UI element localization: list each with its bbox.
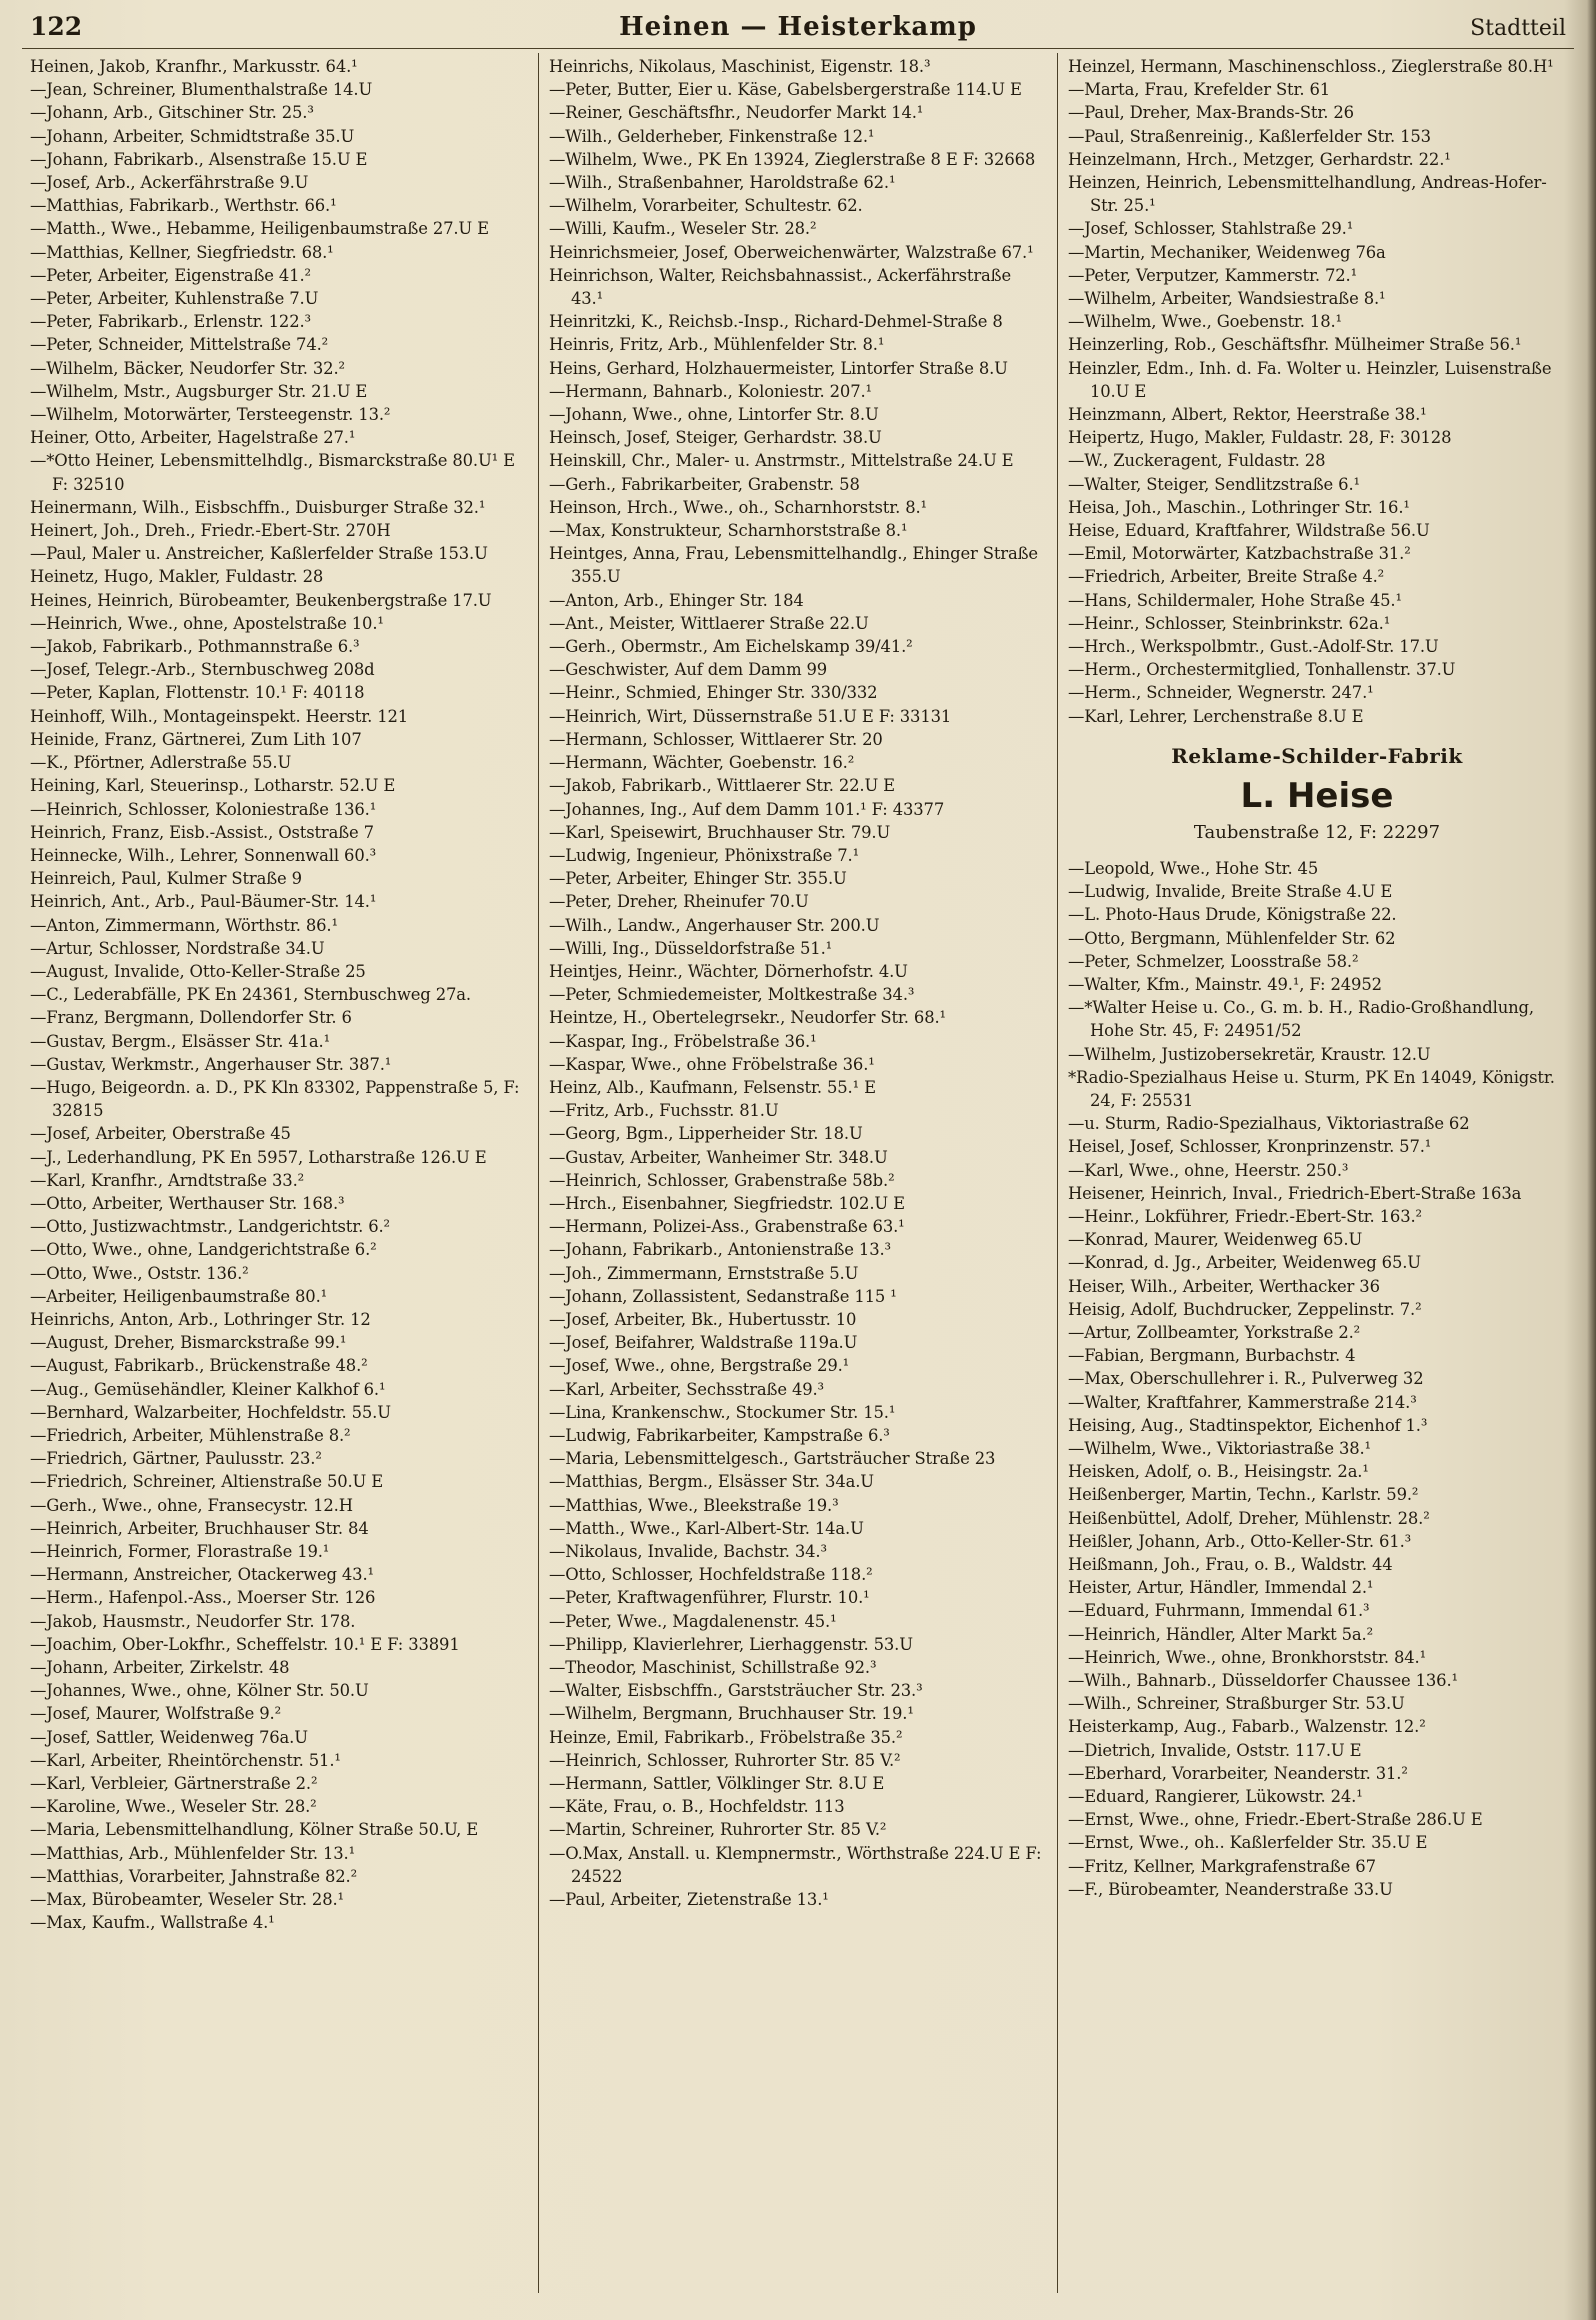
directory-entry: —Fritz, Kellner, Markgrafenstraße 67 — [1068, 1856, 1376, 1876]
directory-entry: —Wilhelm, Arbeiter, Wandsiestraße 8.¹ — [1068, 289, 1386, 309]
directory-entry: —Kaspar, Ing., Fröbelstraße 36.¹ — [549, 1031, 817, 1051]
directory-entry: Heiner, Otto, Arbeiter, Hagelstraße 27.¹ — [30, 428, 356, 448]
directory-entry: —Heinrich, Schlosser, Koloniestraße 136.¹ — [30, 799, 377, 819]
column-3-lower-entries — [1068, 857, 1566, 1901]
directory-entry: —Matthias, Wwe., Bleekstraße 19.³ — [549, 1495, 839, 1515]
directory-entry: Heinrichs, Anton, Arb., Lothringer Str. 12 — [30, 1309, 371, 1329]
directory-entry: —Paul, Dreher, Max-Brands-Str. 26 — [1068, 103, 1354, 123]
directory-entry: Heinhoff, Wilh., Montageinspekt. Heerstr. 121 — [30, 706, 409, 726]
directory-entry: —Wilh., Straßenbahner, Haroldstraße 62.¹ — [549, 173, 896, 193]
directory-column-3 — [1057, 53, 1576, 2293]
directory-entry: —Walter, Kfm., Mainstr. 49.¹, F: 24952 — [1068, 974, 1382, 994]
directory-entry: —Hermann, Bahnarb., Koloniestr. 207.¹ — [549, 381, 872, 401]
directory-entry: Heißenberger, Martin, Techn., Karlstr. 59.² — [1068, 1485, 1419, 1505]
directory-entry: Heinris, Fritz, Arb., Mühlenfelder Str. 8.¹ — [549, 335, 885, 355]
directory-entry: —Peter, Arbeiter, Ehinger Str. 355.U — [549, 869, 847, 889]
directory-entry: Heintze, H., Obertelegrsekr., Neudorfer Str. 68.¹ — [549, 1008, 946, 1028]
directory-entry: —Philipp, Klavierlehrer, Lierhaggenstr. 53.U — [549, 1634, 913, 1654]
directory-entry: —Maria, Lebensmittelhandlung, Kölner Straße 50.U, E — [30, 1820, 479, 1840]
directory-entry: Heisken, Adolf, o. B., Heisingstr. 2a.¹ — [1068, 1462, 1369, 1482]
directory-entry: —Konrad, Maurer, Weidenweg 65.U — [1068, 1230, 1363, 1250]
directory-entry: —Franz, Bergmann, Dollendorfer Str. 6 — [30, 1008, 352, 1028]
directory-entry: —Jakob, Hausmstr., Neudorfer Str. 178. — [30, 1611, 356, 1631]
directory-entry: —W., Zuckeragent, Fuldastr. 28 — [1068, 451, 1326, 471]
directory-entry: —Max, Konstrukteur, Scharnhorststraße 8.¹ — [549, 521, 908, 541]
directory-entry: —Joh., Zimmermann, Ernststraße 5.U — [549, 1263, 859, 1283]
directory-entry: —Theodor, Maschinist, Schillstraße 92.³ — [549, 1658, 877, 1678]
directory-entry: —Karl, Speisewirt, Bruchhauser Str. 79.U — [549, 822, 891, 842]
directory-entry: —Wilhelm, Mstr., Augsburger Str. 21.U E — [30, 381, 368, 401]
directory-entry: Heinskill, Chr., Maler- u. Anstrmstr., Mittelstraße 24.U E — [549, 451, 1014, 471]
directory-entry: Heinide, Franz, Gärtnerei, Zum Lith 107 — [30, 729, 362, 749]
directory-entry: Heinz, Alb., Kaufmann, Felsenstr. 55.¹ E — [549, 1077, 876, 1097]
directory-entry: —K., Pförtner, Adlerstraße 55.U — [30, 753, 292, 773]
directory-entry: —Maria, Lebensmittelgesch., Gartsträucher Straße 23 — [549, 1449, 996, 1469]
directory-entry: —Karl, Kranfhr., Arndtstraße 33.² — [30, 1170, 305, 1190]
directory-entry: —Johann, Zollassistent, Sedanstraße 115 ¹ — [549, 1286, 897, 1306]
directory-entry: Heinsch, Josef, Steiger, Gerhardstr. 38.U — [549, 428, 882, 448]
directory-entry: —Otto, Schlosser, Hochfeldstraße 118.² — [549, 1565, 873, 1585]
directory-entry: —Herm., Schneider, Wegnerstr. 247.¹ — [1068, 683, 1374, 703]
directory-entry: —Karl, Verbleier, Gärtnerstraße 2.² — [30, 1774, 318, 1794]
directory-entry: —Arbeiter, Heiligenbaumstraße 80.¹ — [30, 1286, 328, 1306]
directory-entry: —Max, Bürobeamter, Weseler Str. 28.¹ — [30, 1890, 344, 1910]
directory-entry: —Josef, Sattler, Weidenweg 76a.U — [30, 1727, 308, 1747]
directory-entry: —Konrad, d. Jg., Arbeiter, Weidenweg 65.U — [1068, 1253, 1421, 1273]
directory-entry: —Peter, Wwe., Magdalenenstr. 45.¹ — [549, 1611, 837, 1631]
directory-entry: Heißenbüttel, Adolf, Dreher, Mühlenstr. 28.² — [1068, 1508, 1430, 1528]
directory-entry: —Eberhard, Vorarbeiter, Neanderstr. 31.² — [1068, 1763, 1408, 1783]
ad-heading: Reklame-Schilder-Fabrik — [1171, 743, 1463, 768]
directory-entry: Heißmann, Joh., Frau, o. B., Waldstr. 44 — [1068, 1554, 1393, 1574]
directory-entry: Heisa, Joh., Maschin., Lothringer Str. 16.¹ — [1068, 497, 1410, 517]
directory-columns — [0, 49, 1596, 2293]
directory-entry: Heinson, Hrch., Wwe., oh., Scharnhorststr. 8.¹ — [549, 497, 927, 517]
directory-entry: Heinrich, Ant., Arb., Paul-Bäumer-Str. 14.¹ — [30, 892, 377, 912]
directory-entry: —Heinrich, Former, Florastraße 19.¹ — [30, 1542, 330, 1561]
directory-entry: —Wilhelm, Bergmann, Bruchhauser Str. 19.¹ — [549, 1704, 914, 1724]
directory-entry: —Wilhelm, Bäcker, Neudorfer Str. 32.² — [30, 358, 345, 378]
directory-entry: Heinzen, Heinrich, Lebensmittelhandlung, Andreas-Hofer-Str. 25.¹ — [1068, 173, 1547, 216]
directory-entry: —Wilhelm, Wwe., PK En 13924, Zieglerstraße 8 E F: 32668 — [549, 149, 1036, 169]
directory-entry: Heinzerling, Rob., Geschäftsfhr. Mülheimer Straße 56.¹ — [1068, 335, 1522, 355]
directory-entry: —Artur, Schlosser, Nordstraße 34.U — [30, 938, 325, 958]
directory-entry: —Friedrich, Arbeiter, Mühlenstraße 8.² — [30, 1425, 351, 1445]
directory-entry: —Johann, Fabrikarb., Antonienstraße 13.³ — [549, 1240, 891, 1260]
directory-entry: —Friedrich, Schreiner, Altienstraße 50.U E — [30, 1472, 384, 1492]
directory-column-1 — [20, 53, 538, 2293]
directory-entry: Heining, Karl, Steuerinsp., Lotharstr. 52.U E — [30, 776, 396, 796]
directory-entry: —August, Invalide, Otto-Keller-Straße 25 — [30, 961, 366, 981]
directory-entry: —Hugo, Beigeordn. a. D., PK Kln 83302, Pappenstraße 5, F: 32815 — [30, 1077, 520, 1121]
directory-entry: Heines, Heinrich, Bürobeamter, Beukenbergstraße 17.U — [30, 590, 492, 610]
directory-entry: —Gustav, Werkmstr., Angerhauser Str. 387.¹ — [30, 1054, 392, 1074]
directory-entry: —Matthias, Fabrikarb., Werthstr. 66.¹ — [30, 196, 337, 216]
directory-entry: —Hermann, Sattler, Völklinger Str. 8.U E — [549, 1774, 885, 1794]
column-3-upper-entries — [1068, 55, 1566, 728]
directory-entry: Heinermann, Wilh., Eisbschffn., Duisburger Straße 32.¹ — [30, 497, 486, 517]
page-title: Heinen — Heisterkamp — [619, 12, 977, 42]
directory-entry: —F., Bürobeamter, Neanderstraße 33.U — [1068, 1879, 1393, 1899]
directory-entry: Heinze, Emil, Fabrikarb., Fröbelstraße 35.² — [549, 1727, 903, 1747]
directory-entry: —O.Max, Anstall. u. Klempnermstr., Wörthstraße 224.U E F: 24522 — [549, 1843, 1042, 1886]
directory-entry: —Eduard, Fuhrmann, Immendal 61.³ — [1068, 1601, 1370, 1621]
directory-entry: —Wilh., Gelderheber, Finkenstraße 12.¹ — [549, 126, 875, 146]
directory-entry: —Martin, Schreiner, Ruhrorter Str. 85 V.² — [549, 1820, 887, 1840]
directory-entry: —Otto, Bergmann, Mühlenfelder Str. 62 — [1068, 928, 1396, 948]
directory-entry: —Emil, Motorwärter, Katzbachstraße 31.² — [1068, 544, 1411, 564]
directory-entry: —Peter, Arbeiter, Eigenstraße 41.² — [30, 265, 311, 285]
directory-entry: —Hrch., Werkspolbmtr., Gust.-Adolf-Str. 17.U — [1068, 637, 1439, 657]
directory-entry: —Wilhelm, Wwe., Goebenstr. 18.¹ — [1068, 312, 1342, 332]
directory-entry: Heiser, Wilh., Arbeiter, Werthacker 36 — [1068, 1276, 1380, 1296]
directory-entry: —Johann, Fabrikarb., Alsenstraße 15.U E — [30, 149, 368, 169]
directory-entry: —Hermann, Schlosser, Wittlaerer Str. 20 — [549, 729, 883, 749]
directory-entry: Heintges, Anna, Frau, Lebensmittelhandlg., Ehinger Straße 355.U — [549, 544, 1038, 587]
directory-entry: Heinrich, Franz, Eisb.-Assist., Oststraße 7 — [30, 822, 374, 842]
directory-entry: —Jakob, Fabrikarb., Wittlaerer Str. 22.U E — [549, 776, 896, 796]
directory-entry: Heise, Eduard, Kraftfahrer, Wildstraße 56.U — [1068, 521, 1430, 541]
directory-entry: —Wilhelm, Justizobersekretär, Kraustr. 12.U — [1068, 1044, 1431, 1064]
directory-entry: —Heinr., Schlosser, Steinbrinkstr. 62a.¹ — [1068, 613, 1391, 633]
directory-entry: —L. Photo-Haus Drude, Königstraße 22. — [1068, 905, 1397, 925]
directory-entry: —Peter, Verputzer, Kammerstr. 72.¹ — [1068, 265, 1358, 285]
directory-entry: —Nikolaus, Invalide, Bachstr. 34.³ — [549, 1542, 827, 1561]
directory-entry: —u. Sturm, Radio-Spezialhaus, Viktoriastraße 62 — [1068, 1114, 1470, 1134]
directory-entry: Heising, Aug., Stadtinspektor, Eichenhof 1.³ — [1068, 1415, 1428, 1435]
directory-entry: —Josef, Arbeiter, Oberstraße 45 — [30, 1124, 291, 1144]
directory-entry: —Heinrich, Wirt, Düssernstraße 51.U E F: 33131 — [549, 706, 952, 726]
directory-entry: Heinnecke, Wilh., Lehrer, Sonnenwall 60.³ — [30, 845, 377, 865]
directory-entry: —Lina, Krankenschw., Stockumer Str. 15.¹ — [549, 1402, 896, 1422]
directory-entry: —Matthias, Bergm., Elsässer Str. 34a.U — [549, 1472, 874, 1492]
directory-entry: —Walter, Steiger, Sendlitzstraße 6.¹ — [1068, 474, 1360, 494]
directory-entry: Heinert, Joh., Dreh., Friedr.-Ebert-Str. 270H — [30, 521, 391, 541]
directory-entry: —August, Fabrikarb., Brückenstraße 48.² — [30, 1356, 368, 1376]
directory-entry: —Wilh., Landw., Angerhauser Str. 200.U — [549, 915, 880, 935]
directory-entry: Heisterkamp, Aug., Fabarb., Walzenstr. 12.² — [1068, 1717, 1426, 1737]
directory-entry: —Hermann, Wächter, Goebenstr. 16.² — [549, 753, 855, 773]
directory-entry: —Josef, Beifahrer, Waldstraße 119a.U — [549, 1333, 858, 1353]
directory-entry: —Wilh., Schreiner, Straßburger Str. 53.U — [1068, 1694, 1405, 1714]
directory-entry: —Max, Oberschullehrer i. R., Pulverweg 32 — [1068, 1369, 1424, 1389]
directory-entry: Heisel, Josef, Schlosser, Kronprinzenstr. 57.¹ — [1068, 1137, 1432, 1157]
directory-entry: —Jean, Schreiner, Blumenthalstraße 14.U — [30, 80, 373, 100]
directory-entry: —Martin, Mechaniker, Weidenweg 76a — [1068, 242, 1386, 262]
directory-entry: —Heinrich, Arbeiter, Bruchhauser Str. 84 — [30, 1518, 369, 1538]
directory-entry: —Heinr., Schmied, Ehinger Str. 330/332 — [549, 683, 878, 703]
directory-entry: —Ant., Meister, Wittlaerer Straße 22.U — [549, 613, 869, 633]
directory-entry: —J., Lederhandlung, PK En 5957, Lotharstraße 126.U E — [30, 1147, 487, 1167]
directory-entry: —Josef, Arbeiter, Bk., Hubertusstr. 10 — [549, 1309, 857, 1329]
directory-entry: —Matthias, Arb., Mühlenfelder Str. 13.¹ — [30, 1843, 356, 1863]
directory-entry: —Paul, Straßenreinig., Kaßlerfelder Str. 153 — [1068, 126, 1431, 146]
directory-entry: Heinetz, Hugo, Makler, Fuldastr. 28 — [30, 567, 324, 587]
directory-entry: —Max, Kaufm., Wallstraße 4.¹ — [30, 1913, 275, 1933]
directory-entry: —Johann, Arb., Gitschiner Str. 25.³ — [30, 103, 314, 123]
directory-entry: —Gustav, Arbeiter, Wanheimer Str. 348.U — [549, 1147, 888, 1167]
directory-entry: —Peter, Butter, Eier u. Käse, Gabelsbergerstraße 114.U E — [549, 80, 1022, 100]
directory-entry: —Karoline, Wwe., Weseler Str. 28.² — [30, 1797, 317, 1817]
directory-entry: —Johann, Arbeiter, Zirkelstr. 48 — [30, 1658, 290, 1678]
directory-entry: —Johann, Wwe., ohne, Lintorfer Str. 8.U — [549, 405, 879, 425]
directory-column-2 — [538, 53, 1057, 2293]
directory-entry: —Karl, Arbeiter, Sechsstraße 49.³ — [549, 1379, 824, 1399]
directory-entry: —Walter, Eisbschffn., Garststräucher Str. 23.³ — [549, 1681, 923, 1701]
directory-entry: Heisig, Adolf, Buchdrucker, Zeppelinstr. 7.² — [1068, 1299, 1422, 1319]
directory-entry: —Gerh., Wwe., ohne, Fransecystr. 12.H — [30, 1495, 353, 1515]
directory-entry: —Heinrich, Wwe., ohne, Bronkhorststr. 84.¹ — [1068, 1647, 1427, 1667]
directory-entry: —Dietrich, Invalide, Oststr. 117.U E — [1068, 1740, 1362, 1760]
directory-entry: —Karl, Lehrer, Lerchenstraße 8.U E — [1068, 706, 1364, 726]
directory-entry: —*Otto Heiner, Lebensmittelhdlg., Bismarckstraße 80.U¹ E F: 32510 — [30, 451, 515, 494]
directory-entry: —Fabian, Bergmann, Burbachstr. 4 — [1068, 1346, 1356, 1366]
directory-entry: —Matth., Wwe., Hebamme, Heiligenbaumstraße 27.U E — [30, 219, 489, 239]
ad-company-name: L. Heise — [1240, 775, 1394, 816]
directory-entry: —Johannes, Ing., Auf dem Damm 101.¹ F: 43377 — [549, 799, 945, 819]
directory-entry: —Paul, Maler u. Anstreicher, Kaßlerfelder Straße 153.U — [30, 544, 488, 564]
directory-entry: —Peter, Fabrikarb., Erlenstr. 122.³ — [30, 312, 311, 332]
directory-entry: —Ernst, Wwe., oh.. Kaßlerfelder Str. 35.U E — [1068, 1833, 1428, 1853]
directory-entry: —Walter, Kraftfahrer, Kammerstraße 214.³ — [1068, 1392, 1417, 1412]
directory-entry: —August, Dreher, Bismarckstraße 99.¹ — [30, 1333, 347, 1353]
directory-entry: Heinen, Jakob, Kranfhr., Markusstr. 64.¹ — [30, 57, 358, 76]
advertisement-heise — [1072, 744, 1562, 843]
directory-entry: —Gerh., Obermstr., Am Eichelskamp 39/41.² — [549, 637, 913, 657]
directory-entry: —Josef, Arb., Ackerfährstraße 9.U — [30, 173, 309, 193]
directory-entry: —Georg, Bgm., Lipperheider Str. 18.U — [549, 1124, 863, 1144]
directory-entry: *Radio-Spezialhaus Heise u. Sturm, PK En 14049, Königstr. 24, F: 25531 — [1068, 1067, 1555, 1110]
directory-entry: —Jakob, Fabrikarb., Pothmannstraße 6.³ — [30, 637, 360, 657]
directory-entry: —Joachim, Ober-Lokfhr., Scheffelstr. 10.¹ E F: 33891 — [30, 1634, 460, 1654]
directory-entry: —Ludwig, Ingenieur, Phönixstraße 7.¹ — [549, 845, 860, 865]
directory-entry: —Johann, Arbeiter, Schmidtstraße 35.U — [30, 126, 355, 146]
directory-entry: —Heinrich, Wwe., ohne, Apostelstraße 10.¹ — [30, 613, 384, 633]
directory-entry: —Otto, Arbeiter, Werthauser Str. 168.³ — [30, 1193, 345, 1213]
directory-entry: —Gustav, Bergm., Elsässer Str. 41a.¹ — [30, 1031, 331, 1051]
directory-entry: —Karl, Wwe., ohne, Heerstr. 250.³ — [1068, 1160, 1349, 1180]
directory-entry: —Käte, Frau, o. B., Hochfeldstr. 113 — [549, 1797, 845, 1817]
directory-entry: —Anton, Zimmermann, Wörthstr. 86.¹ — [30, 915, 338, 935]
directory-entry: Heinzmann, Albert, Rektor, Heerstraße 38.¹ — [1068, 405, 1427, 425]
directory-entry: —Peter, Dreher, Rheinufer 70.U — [549, 892, 809, 912]
ad-contact: Taubenstraße 12, F: 22297 — [1193, 821, 1441, 843]
directory-entry: —Heinrich, Händler, Alter Markt 5a.² — [1068, 1624, 1374, 1644]
directory-entry: —Peter, Kaplan, Flottenstr. 10.¹ F: 40118 — [30, 683, 365, 703]
directory-entry: —Friedrich, Gärtner, Paulusstr. 23.² — [30, 1449, 322, 1469]
directory-entry: —Otto, Justizwachtmstr., Landgerichtstr. 6.² — [30, 1217, 390, 1237]
directory-entry: —Josef, Wwe., ohne, Bergstraße 29.¹ — [549, 1356, 850, 1376]
page-section-label: Stadtteil — [1470, 16, 1566, 41]
directory-entry: Heinritzki, K., Reichsb.-Insp., Richard-Dehmel-Straße 8 — [549, 312, 1003, 332]
directory-entry: —Hans, Schildermaler, Hohe Straße 45.¹ — [1068, 590, 1402, 610]
page-header — [0, 0, 1596, 46]
directory-entry: —Heinrich, Schlosser, Grabenstraße 58b.² — [549, 1170, 895, 1190]
directory-entry: —Wilhelm, Wwe., Viktoriastraße 38.¹ — [1068, 1438, 1371, 1458]
directory-entry: Heister, Artur, Händler, Immendal 2.¹ — [1068, 1578, 1374, 1598]
directory-entry: Heinreich, Paul, Kulmer Straße 9 — [30, 869, 302, 889]
directory-entry: Heinzel, Hermann, Maschinenschloss., Zieglerstraße 80.H¹ — [1068, 57, 1554, 76]
directory-entry: Heinrichs, Nikolaus, Maschinist, Eigenstr. 18.³ — [549, 57, 931, 76]
directory-entry: —Kaspar, Wwe., ohne Fröbelstraße 36.¹ — [549, 1054, 875, 1074]
page-number: 122 — [30, 12, 83, 41]
directory-entry: Heißler, Johann, Arb., Otto-Keller-Str. 61.³ — [1068, 1531, 1412, 1551]
directory-entry: —C., Lederabfälle, PK En 24361, Sternbuschweg 27a. — [30, 985, 471, 1005]
directory-entry: —Hermann, Anstreicher, Otackerweg 43.¹ — [30, 1565, 374, 1585]
directory-entry: —Reiner, Geschäftsfhr., Neudorfer Markt 14.¹ — [549, 103, 924, 123]
directory-entry: —Peter, Schmiedemeister, Moltkestraße 34.³ — [549, 985, 915, 1005]
directory-entry: —*Walter Heise u. Co., G. m. b. H., Radio-Großhandlung, Hohe Str. 45, F: 24951/52 — [1068, 998, 1534, 1041]
directory-entry: —Ludwig, Fabrikarbeiter, Kampstraße 6.³ — [549, 1425, 890, 1445]
directory-entry: —Josef, Telegr.-Arb., Sternbuschweg 208d — [30, 660, 375, 680]
directory-entry: —Karl, Arbeiter, Rheintörchenstr. 51.¹ — [30, 1750, 341, 1770]
directory-entry: —Otto, Wwe., Oststr. 136.² — [30, 1263, 249, 1283]
directory-entry: —Willi, Ing., Düsseldorfstraße 51.¹ — [549, 938, 833, 958]
directory-entry: —Anton, Arb., Ehinger Str. 184 — [549, 590, 804, 610]
directory-entry: —Geschwister, Auf dem Damm 99 — [549, 660, 828, 680]
directory-entry: —Wilhelm, Motorwärter, Tersteegenstr. 13.² — [30, 405, 391, 425]
directory-entry: Heisener, Heinrich, Inval., Friedrich-Ebert-Straße 163a — [1068, 1183, 1522, 1203]
directory-entry: —Hermann, Polizei-Ass., Grabenstraße 63.¹ — [549, 1217, 905, 1237]
directory-entry: —Matth., Wwe., Karl-Albert-Str. 14a.U — [549, 1518, 864, 1538]
directory-entry: —Paul, Arbeiter, Zietenstraße 13.¹ — [549, 1890, 829, 1910]
directory-entry: —Gerh., Fabrikarbeiter, Grabenstr. 58 — [549, 474, 860, 494]
directory-entry: —Peter, Arbeiter, Kuhlenstraße 7.U — [30, 289, 319, 309]
directory-entry: Heintjes, Heinr., Wächter, Dörnerhofstr. 4.U — [549, 961, 908, 981]
directory-entry: Heins, Gerhard, Holzhauermeister, Lintorfer Straße 8.U — [549, 358, 1008, 378]
directory-entry: —Artur, Zollbeamter, Yorkstraße 2.² — [1068, 1322, 1361, 1342]
directory-entry: —Friedrich, Arbeiter, Breite Straße 4.² — [1068, 567, 1385, 587]
directory-entry: —Josef, Maurer, Wolfstraße 9.² — [30, 1704, 282, 1724]
directory-entry: —Peter, Schneider, Mittelstraße 74.² — [30, 335, 329, 355]
directory-entry: —Willi, Kaufm., Weseler Str. 28.² — [549, 219, 817, 239]
directory-entry: —Fritz, Arb., Fuchsstr. 81.U — [549, 1101, 779, 1121]
directory-entry: —Hrch., Eisenbahner, Siegfriedstr. 102.U E — [549, 1193, 905, 1213]
directory-entry: —Leopold, Wwe., Hohe Str. 45 — [1068, 858, 1319, 878]
directory-entry: —Herm., Hafenpol.-Ass., Moerser Str. 126 — [30, 1588, 376, 1608]
directory-entry: —Ludwig, Invalide, Breite Straße 4.U E — [1068, 882, 1393, 902]
directory-entry: —Marta, Frau, Krefelder Str. 61 — [1068, 80, 1331, 100]
directory-entry: —Wilhelm, Vorarbeiter, Schultestr. 62. — [549, 196, 863, 216]
directory-entry: —Bernhard, Walzarbeiter, Hochfeldstr. 55.U — [30, 1402, 391, 1422]
directory-entry: —Herm., Orchestermitglied, Tonhallenstr. 37.U — [1068, 660, 1456, 680]
directory-entry: —Wilh., Bahnarb., Düsseldorfer Chaussee 136.¹ — [1068, 1671, 1458, 1690]
directory-entry: —Heinr., Lokführer, Friedr.-Ebert-Str. 163.² — [1068, 1206, 1422, 1226]
directory-entry: —Josef, Schlosser, Stahlstraße 29.¹ — [1068, 219, 1354, 239]
directory-entry: —Peter, Schmelzer, Loosstraße 58.² — [1068, 951, 1359, 971]
directory-entry: —Matthias, Kellner, Siegfriedstr. 68.¹ — [30, 242, 334, 262]
directory-entry: —Heinrich, Schlosser, Ruhrorter Str. 85 V.² — [549, 1750, 901, 1770]
directory-entry: Heinzler, Edm., Inh. d. Fa. Wolter u. Heinzler, Luisenstraße 10.U E — [1068, 358, 1552, 401]
directory-entry: Heinzelmann, Hrch., Metzger, Gerhardstr. 22.¹ — [1068, 149, 1451, 169]
directory-entry: —Ernst, Wwe., ohne, Friedr.-Ebert-Straße 286.U E — [1068, 1810, 1483, 1830]
directory-entry: —Eduard, Rangierer, Lükowstr. 24.¹ — [1068, 1787, 1363, 1807]
directory-entry: —Matthias, Vorarbeiter, Jahnstraße 82.² — [30, 1866, 358, 1886]
directory-entry: —Otto, Wwe., ohne, Landgerichtstraße 6.² — [30, 1240, 377, 1260]
directory-entry: —Aug., Gemüsehändler, Kleiner Kalkhof 6.¹ — [30, 1379, 386, 1399]
directory-entry: Heinrichsmeier, Josef, Oberweichenwärter, Walzstraße 67.¹ — [549, 242, 1034, 262]
directory-entry: Heipertz, Hugo, Makler, Fuldastr. 28, F: 30128 — [1068, 428, 1452, 448]
directory-entry: —Peter, Kraftwagenführer, Flurstr. 10.¹ — [549, 1588, 870, 1608]
directory-entry: —Johannes, Wwe., ohne, Kölner Str. 50.U — [30, 1681, 369, 1701]
directory-entry: Heinrichson, Walter, Reichsbahnassist., Ackerfährstraße 43.¹ — [549, 265, 1012, 309]
